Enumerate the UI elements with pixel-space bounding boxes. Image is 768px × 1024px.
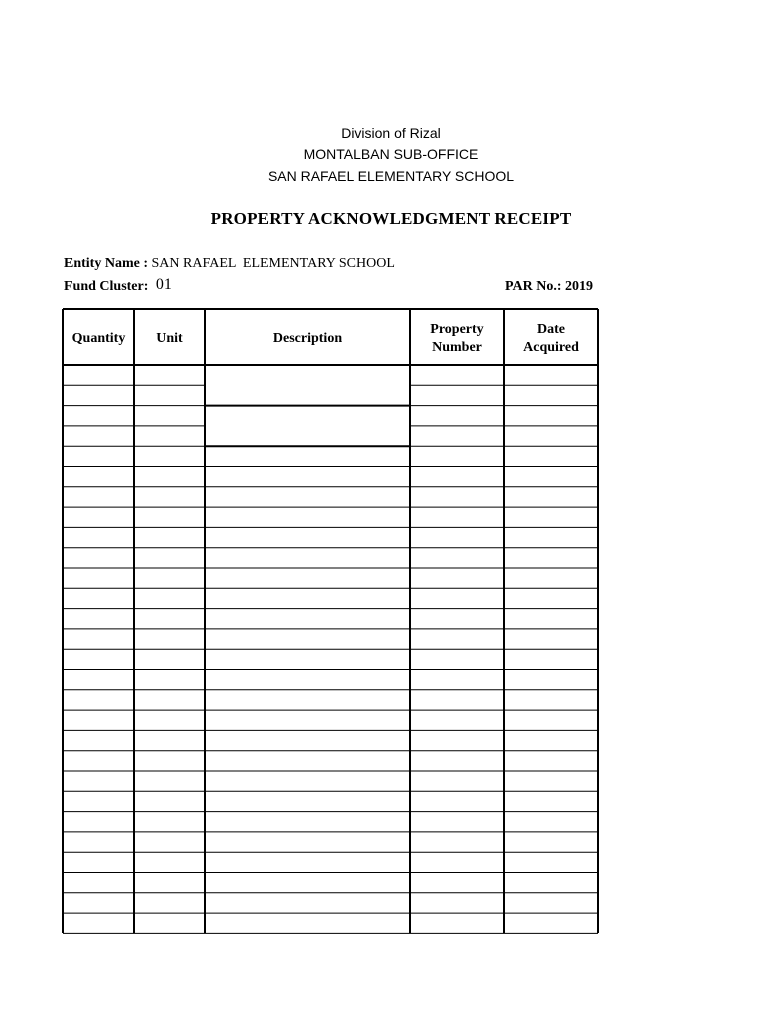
form-title: PROPERTY ACKNOWLEDGMENT RECEIPT [210, 209, 572, 228]
fund-cluster-value: 01 [155, 276, 172, 293]
column-header-description: Description [272, 331, 343, 346]
fund-cluster-label: Fund Cluster: [64, 279, 149, 294]
par-number-label: PAR No.: [505, 279, 562, 294]
entity-name-value: SAN RAFAEL ELEMENTARY SCHOOL [151, 256, 395, 271]
column-header-property-number: Number [432, 340, 482, 355]
column-header-date-acquired: Acquired [523, 340, 579, 355]
entity-name-label: Entity Name : [64, 256, 148, 271]
division-label: Division of Rizal [341, 125, 441, 141]
column-header-property-number: Property [430, 322, 484, 337]
column-header-quantity: Quantity [71, 331, 126, 346]
par-number-value: 2019 [565, 279, 594, 294]
sub-office-label: MONTALBAN SUB-OFFICE [303, 146, 479, 162]
column-header-date-acquired: Date [537, 322, 565, 337]
school-name: SAN RAFAEL ELEMENTARY SCHOOL [267, 168, 515, 184]
column-header-unit: Unit [156, 331, 183, 346]
